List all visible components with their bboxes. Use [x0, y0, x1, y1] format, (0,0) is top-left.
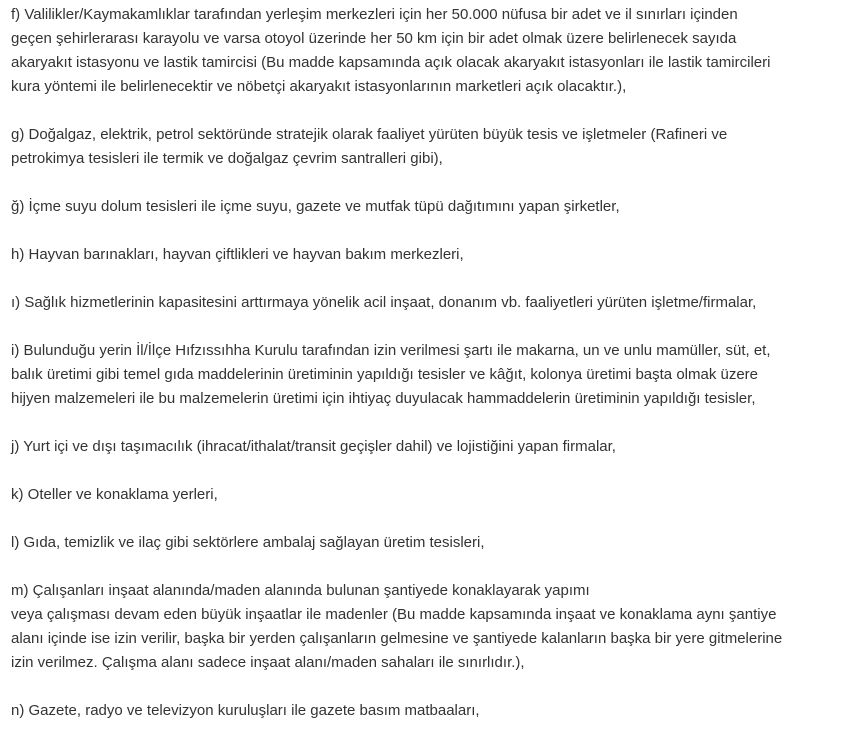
paragraph-gh: [11, 195, 846, 219]
paragraph-line: k) Oteller ve konaklama yerleri,: [11, 486, 218, 503]
paragraph-f: [11, 3, 846, 99]
paragraph-l: [11, 531, 846, 555]
paragraph-line: h) Hayvan barınakları, hayvan çiftlikleri ve hayvan bakım merkezleri,: [11, 246, 464, 263]
paragraph-line: veya çalışması devam eden büyük inşaatlar ile madenler (Bu madde kapsamında inşaat ve konaklama aynı şantiye: [11, 606, 777, 623]
paragraph-line: n) Gazete, radyo ve televizyon kuruluşları ile gazete basım matbaaları,: [11, 702, 480, 719]
paragraph-j: [11, 435, 846, 459]
paragraph-line: g) Doğalgaz, elektrik, petrol sektöründe stratejik olarak faaliyet yürüten büyük tesis ve işletmeler (Rafineri ve: [11, 126, 728, 143]
paragraph-line: izin verilmez. Çalışma alanı sadece inşaat alanı/maden sahaları ile sınırlıdır.),: [11, 654, 525, 671]
paragraph-line: akaryakıt istasyonu ve lastik tamircisi (Bu madde kapsamında açık olacak akaryakıt istasyonları ile lastik tamircileri: [11, 54, 771, 71]
paragraph-line: j) Yurt içi ve dışı taşımacılık (ihracat/ithalat/transit geçişler dahil) ve lojistiğini yapan firmalar,: [11, 438, 616, 455]
paragraph-line: ı) Sağlık hizmetlerinin kapasitesini arttırmaya yönelik acil inşaat, donanım vb. faaliyetleri yürüten işletme/firmalar,: [11, 294, 757, 311]
paragraph-dotless-i: [11, 291, 846, 315]
paragraph-i: [11, 339, 846, 411]
paragraph-m: [11, 579, 846, 675]
paragraph-h: [11, 243, 846, 267]
paragraph-g: [11, 123, 846, 171]
paragraph-line: l) Gıda, temizlik ve ilaç gibi sektörlere ambalaj sağlayan üretim tesisleri,: [11, 534, 485, 551]
paragraph-line: hijyen malzemeleri ile bu malzemelerin üretimi için ihtiyaç duyulacak hammaddelerin üretiminin yapıldığı tesisler,: [11, 390, 756, 407]
paragraph-line: i) Bulunduğu yerin İl/İlçe Hıfzıssıhha Kurulu tarafından izin verilmesi şartı ile makarna, un ve unlu mamüller, süt, et,: [11, 342, 771, 359]
paragraph-line: petrokimya tesisleri ile termik ve doğalgaz çevrim santralleri gibi),: [11, 150, 443, 167]
paragraph-line: geçen şehirlerarası karayolu ve varsa otoyol üzerinde her 50 km için bir adet olmak üzere belirlenecek sayıda: [11, 30, 737, 47]
paragraph-line: alanı içinde ise izin verilir, başka bir yerden çalışanların gelmesine ve şantiyede kalanların başka bir yere gitmelerine: [11, 630, 783, 647]
paragraph-n: [11, 699, 846, 723]
paragraph-k: [11, 483, 846, 507]
paragraph-line: kura yöntemi ile belirlenecektir ve nöbetçi akaryakıt istasyonlarının marketleri açık olacaktır.),: [11, 78, 627, 95]
paragraph-line: balık üretimi gibi temel gıda maddelerinin üretiminin yapıldığı tesisler ve kâğıt, kolonya üretimi başta olmak üzere: [11, 366, 759, 383]
paragraph-line: m) Çalışanları inşaat alanında/maden alanında bulunan şantiyede konaklayarak yapımı: [11, 582, 590, 599]
paragraph-line: f) Valilikler/Kaymakamlıklar tarafından yerleşim merkezleri için her 50.000 nüfusa bir adet ve il sınırları içinden: [11, 6, 738, 23]
paragraph-line: ğ) İçme suyu dolum tesisleri ile içme suyu, gazete ve mutfak tüpü dağıtımını yapan şirketler,: [11, 198, 620, 215]
